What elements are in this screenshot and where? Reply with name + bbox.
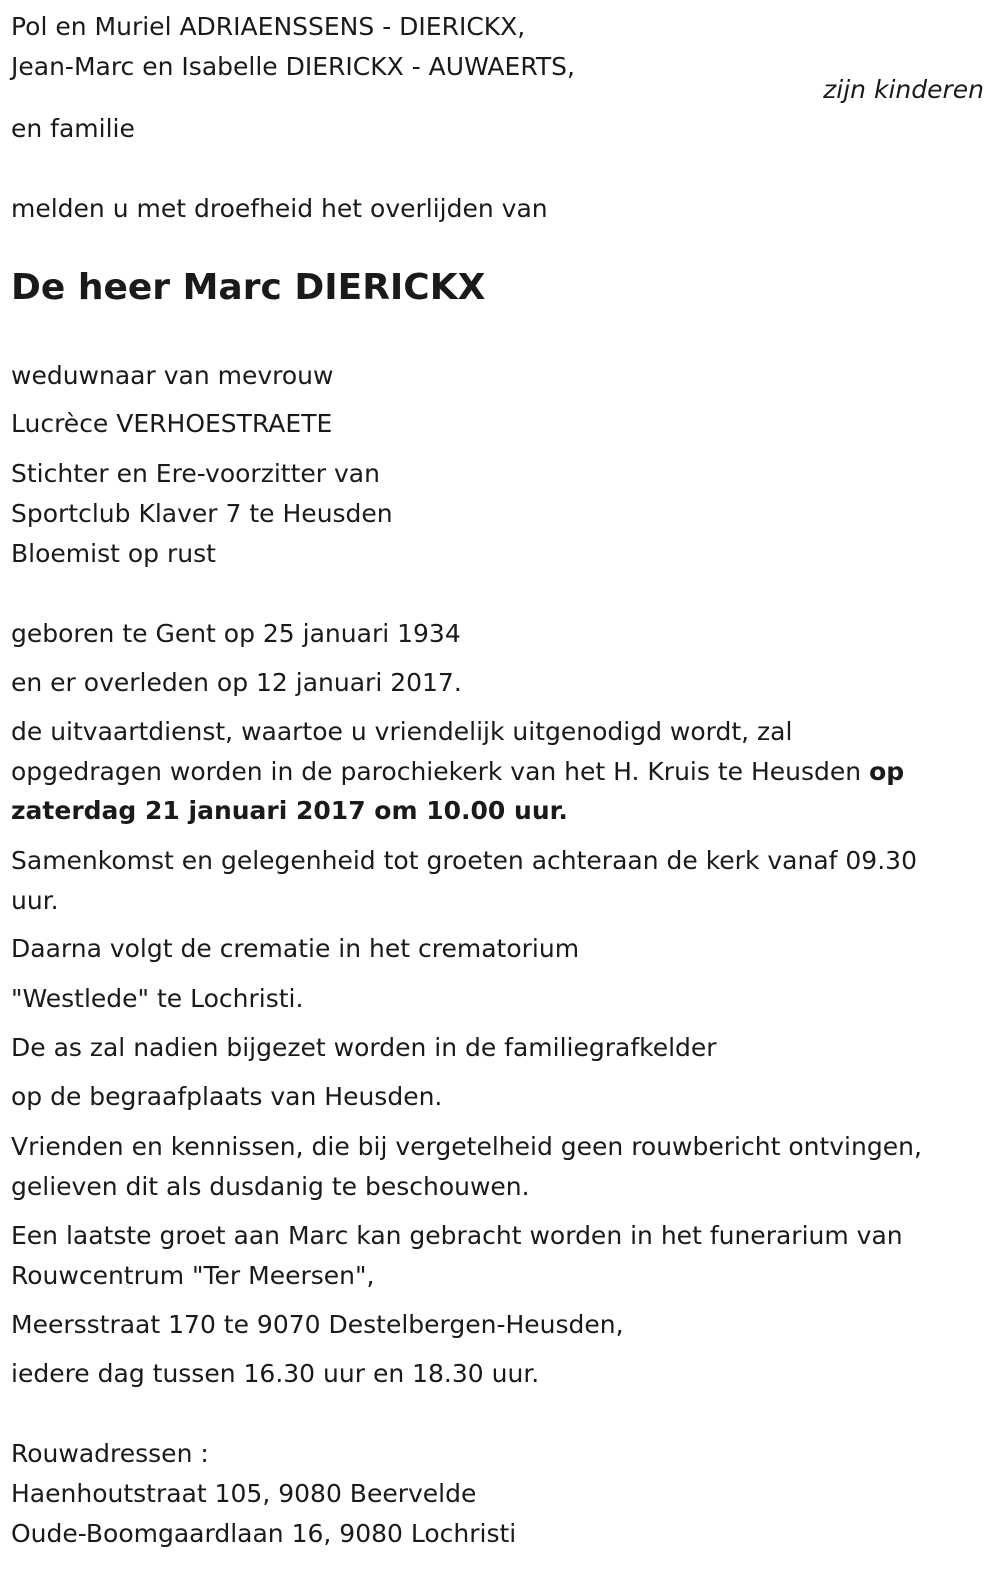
addresses-label: Rouwadressen : [11, 1439, 209, 1468]
notice-line-1: Vrienden en kennissen, die bij vergetelheid geen rouwbericht ontvingen, [11, 1132, 922, 1161]
service-line-2 [11, 759, 904, 784]
role-line-1: Stichter en Ere-voorzitter van [11, 459, 380, 488]
relation-line-1: weduwnaar van mevrouw [11, 361, 334, 390]
visit-line-2: Rouwcentrum "Ter Meersen", [11, 1261, 375, 1290]
visit-line-3: Meersstraat 170 te 9070 Destelbergen-Heusden, [11, 1310, 624, 1339]
cremation-line-2: "Westlede" te Lochristi. [11, 984, 304, 1013]
visit-line-4: iedere dag tussen 16.30 uur en 18.30 uur. [11, 1359, 540, 1388]
relation-line-2: Lucrèce VERHOESTRAETE [11, 409, 333, 438]
service-line-2-bold: op [869, 757, 905, 786]
cremation-line-1: Daarna volgt de crematie in het crematorium [11, 934, 580, 963]
service-line-1: de uitvaartdienst, waartoe u vriendelijk uitgenodigd wordt, zal [11, 717, 793, 746]
died-line: en er overleden op 12 januari 2017. [11, 668, 462, 697]
address-line-2: Oude-Boomgaardlaan 16, 9080 Lochristi [11, 1519, 517, 1548]
service-date-time: zaterdag 21 januari 2017 om 10.00 uur. [11, 796, 568, 825]
gathering-line-2: uur. [11, 886, 59, 915]
role-line-2: Sportclub Klaver 7 te Heusden [11, 499, 393, 528]
address-line-1: Haenhoutstraat 105, 9080 Beervelde [11, 1479, 477, 1508]
gathering-line-1: Samenkomst en gelegenheid tot groeten achteraan de kerk vanaf 09.30 [11, 846, 917, 875]
family-line-2: Jean-Marc en Isabelle DIERICKX - AUWAERTS, [11, 52, 575, 81]
notice-line-2: gelieven dit als dusdanig te beschouwen. [11, 1172, 530, 1201]
service-line-2-text: opgedragen worden in de parochiekerk van het H. Kruis te Heusden [11, 757, 870, 786]
family-line-1: Pol en Muriel ADRIAENSSENS - DIERICKX, [11, 12, 526, 41]
children-note: zijn kinderen [823, 75, 984, 104]
family-line-3: en familie [11, 114, 135, 143]
announcement: melden u met droefheid het overlijden van [11, 194, 548, 223]
burial-line-1: De as zal nadien bijgezet worden in de familiegrafkelder [11, 1033, 717, 1062]
deceased-name: De heer Marc DIERICKX [11, 267, 486, 308]
born-line: geboren te Gent op 25 januari 1934 [11, 619, 461, 648]
burial-line-2: op de begraafplaats van Heusden. [11, 1082, 443, 1111]
role-line-3: Bloemist op rust [11, 539, 216, 568]
visit-line-1: Een laatste groet aan Marc kan gebracht worden in het funerarium van [11, 1221, 903, 1250]
